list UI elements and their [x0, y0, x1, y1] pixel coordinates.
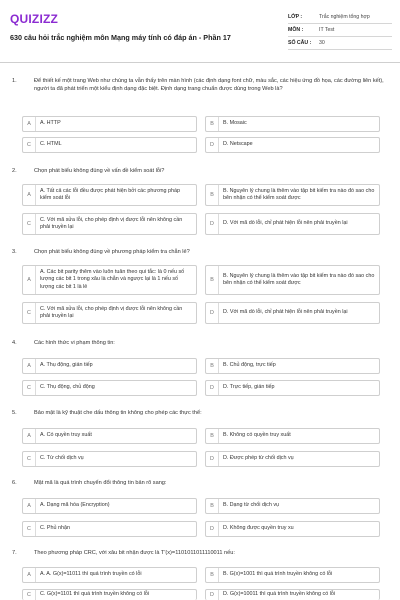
option-a[interactable]: [22, 567, 197, 583]
meta-row-count: [288, 37, 392, 50]
option-letter: B: [206, 499, 219, 513]
option-text: D. Với mã dò lỗi, chỉ phát hiện lỗi nên phải truyền lại: [223, 309, 348, 316]
option-d[interactable]: [205, 451, 380, 467]
option-a[interactable]: [22, 498, 197, 514]
option-c[interactable]: [22, 451, 197, 467]
option-letter: A: [23, 266, 36, 294]
option-b[interactable]: [205, 358, 380, 374]
meta-row-class: [288, 11, 392, 24]
option-d[interactable]: [205, 213, 380, 235]
option-c[interactable]: [22, 589, 197, 600]
meta-key: LỚP :: [288, 14, 303, 20]
option-text: C. HTML: [40, 141, 62, 148]
option-text: B. Nguyên lý chung là thêm vào tập bit kiểm tra nào đó sao cho bên nhận có thể kiểm soát được: [223, 187, 375, 201]
option-letter: D: [206, 452, 219, 466]
option-letter: B: [206, 429, 219, 443]
option-b[interactable]: [205, 116, 380, 132]
option-text: B. Không có quyền truy xuất: [223, 432, 291, 439]
question-number: 6.: [12, 480, 17, 486]
meta-table: [288, 11, 392, 50]
option-letter: B: [206, 568, 219, 582]
option-letter: A: [23, 117, 36, 131]
option-c[interactable]: [22, 302, 197, 324]
option-b[interactable]: [205, 265, 380, 295]
option-text: A. Tất cả các lỗi đều được phát hiện bởi các phương pháp kiểm soát lỗi: [40, 187, 180, 201]
question-number: 4.: [12, 340, 17, 346]
question-number: 2.: [12, 168, 17, 174]
question-text: Theo phương pháp CRC, với xâu bit nhận được là T'(x)=1101011011110011 nếu:: [34, 550, 235, 556]
option-b[interactable]: [205, 567, 380, 583]
option-d[interactable]: [205, 380, 380, 396]
option-letter: A: [23, 185, 36, 205]
option-d[interactable]: [205, 137, 380, 153]
option-text: C. G(x)=1101 thì quá trình truyền không có lỗi: [40, 591, 150, 598]
question-text: Chọn phát biểu không đúng về vấn đề kiểm soát lỗi?: [34, 168, 165, 174]
option-letter: C: [23, 214, 36, 234]
option-b[interactable]: [205, 428, 380, 444]
option-d[interactable]: [205, 589, 380, 600]
option-text: D. Netscape: [223, 141, 253, 148]
option-d[interactable]: [205, 302, 380, 324]
option-letter: C: [23, 138, 36, 152]
question-text: Để thiết kế một trang Web như chúng ta vẫn thấy trên màn hình (các định dạng font chữ, màu sắc, các hiệu ứng đồ họa, các đường liên kết), người ta đã phát triển một kiểu định dạng đặc biệt. Định dạng trang chuẩn được dùng trong Web là?: [34, 78, 384, 92]
option-letter: B: [206, 359, 219, 373]
option-letter: D: [206, 590, 219, 600]
option-text: A. Thụ động, gián tiếp: [40, 362, 93, 369]
option-a[interactable]: [22, 265, 197, 295]
question-text: Mật mã là quá trình chuyển đổi thông tin bản rõ sang:: [34, 480, 167, 486]
question-number: 7.: [12, 550, 17, 556]
option-text: C. Thụ động, chủ động: [40, 384, 95, 391]
question-number: 5.: [12, 410, 17, 416]
meta-value: 30: [319, 40, 325, 46]
option-text: B. Chủ động, trực tiếp: [223, 362, 276, 369]
question-number: 1.: [12, 78, 17, 84]
option-letter: C: [23, 303, 36, 323]
option-text: D. Với mã dò lỗi, chỉ phát hiện lỗi nên phải truyền lại: [223, 220, 348, 227]
option-letter: A: [23, 359, 36, 373]
option-letter: D: [206, 214, 219, 234]
option-letter: D: [206, 303, 219, 323]
option-text: A. HTTP: [40, 120, 61, 127]
option-b[interactable]: [205, 498, 380, 514]
option-c[interactable]: [22, 213, 197, 235]
option-letter: B: [206, 185, 219, 205]
meta-key: SỐ CÂU :: [288, 40, 312, 46]
option-text: D. Được phép từ chối dịch vụ: [223, 455, 294, 462]
question-text: Các hình thức vi phạm thông tin:: [34, 340, 115, 346]
option-text: B. G(x)=1001 thì quá trình truyền không có lỗi: [223, 571, 333, 578]
option-text: A. Dạng mã hóa (Encryption): [40, 502, 110, 509]
option-letter: D: [206, 522, 219, 536]
header-divider: [0, 62, 400, 63]
question-text: Chọn phát biểu không đúng về phương pháp kiểm tra chẵn lẻ?: [34, 249, 190, 255]
option-letter: A: [23, 568, 36, 582]
option-text: A. Các bit parity thêm vào luôn tuân theo qui tắc: là 0 nếu số lượng các bit 1 trong xâu là chẵn và ngược lại là 1 nếu số lượng các bit 1 là lẻ: [40, 268, 185, 290]
option-c[interactable]: [22, 521, 197, 537]
option-text: B. Nguyên lý chung là thêm vào tập bit kiểm tra nào đó sao cho bên nhận có thể kiểm soát được: [223, 272, 375, 286]
option-a[interactable]: [22, 358, 197, 374]
option-text: D. G(x)=10011 thì quá trình truyền không có lỗi: [223, 591, 336, 598]
meta-key: MÔN :: [288, 27, 304, 33]
quizizz-logo: QUIZIZZ: [10, 12, 59, 26]
option-text: A. Có quyền truy xuất: [40, 432, 92, 439]
option-text: A. A. G(x)=11011 thì quá trình truyền có lỗi: [40, 571, 142, 578]
option-a[interactable]: [22, 116, 197, 132]
option-text: D. Trực tiếp, gián tiếp: [223, 384, 275, 391]
option-text: C. Phủ nhận: [40, 525, 70, 532]
question-text: Bảo mật là kỹ thuật che dấu thông tin không cho phép các thực thể:: [34, 410, 202, 416]
option-a[interactable]: [22, 428, 197, 444]
question-number: 3.: [12, 249, 17, 255]
option-text: C. Từ chối dịch vụ: [40, 455, 84, 462]
option-letter: A: [23, 429, 36, 443]
option-text: C. Với mã sửa lỗi, cho phép định vị được lỗi nên không cần phải truyền lại: [40, 216, 183, 230]
page-header: [0, 0, 400, 62]
option-letter: C: [23, 381, 36, 395]
meta-value: IT Test: [319, 27, 335, 33]
option-d[interactable]: [205, 521, 380, 537]
option-letter: C: [23, 452, 36, 466]
option-letter: C: [23, 590, 36, 600]
meta-value: Trắc nghiệm tổng hợp: [319, 14, 370, 20]
option-text: B. Dạng từ chối dịch vụ: [223, 502, 280, 509]
option-letter: A: [23, 499, 36, 513]
option-c[interactable]: [22, 380, 197, 396]
meta-row-subject: [288, 24, 392, 37]
option-b[interactable]: [205, 184, 380, 206]
option-letter: B: [206, 117, 219, 131]
option-text: B. Mosaic: [223, 120, 247, 127]
option-letter: D: [206, 138, 219, 152]
option-letter: B: [206, 266, 219, 294]
option-letter: C: [23, 522, 36, 536]
option-a[interactable]: [22, 184, 197, 206]
option-text: C. Với mã sửa lỗi, cho phép định vị được lỗi nên không cần phải truyền lại: [40, 305, 183, 319]
option-c[interactable]: [22, 137, 197, 153]
option-letter: D: [206, 381, 219, 395]
document-title: 630 câu hỏi trắc nghiệm môn Mạng máy tính có đáp án - Phần 17: [10, 33, 231, 42]
option-text: D. Không được quyền truy xu: [223, 525, 294, 532]
